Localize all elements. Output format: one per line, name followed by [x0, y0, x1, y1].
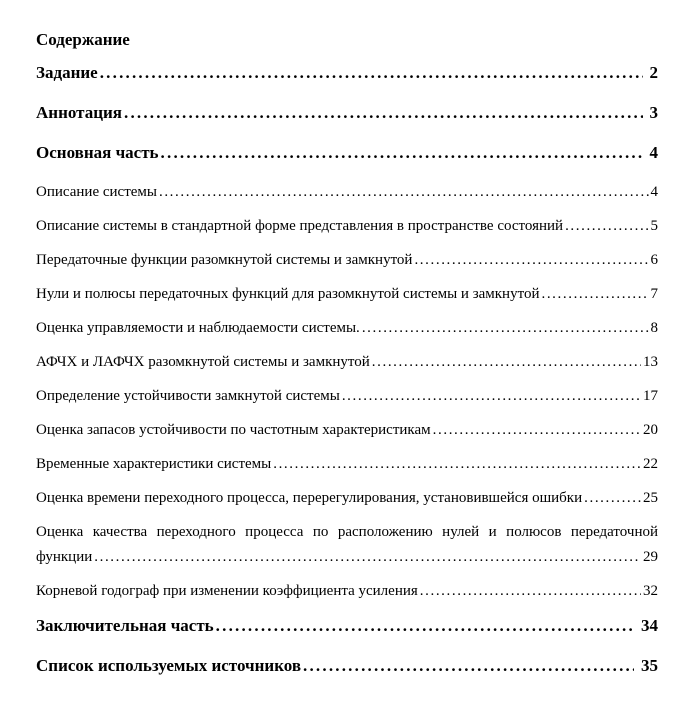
dot-leader	[372, 352, 641, 372]
toc-entry-label: Оценка запасов устойчивости по частотным характеристикам	[36, 422, 431, 438]
toc-entry-label: Описание системы в стандартной форме представления в пространстве состояний	[36, 218, 564, 234]
toc-entry-label: Задание	[36, 63, 98, 82]
dot-leader	[414, 250, 648, 270]
dot-leader	[565, 216, 648, 236]
toc-entry-page-number: 17	[643, 388, 658, 404]
toc-entry-page-number: 4	[649, 143, 658, 162]
toc-entry-label: Оценка времени переходного процесса, перерегулирования, установившейся ошибки	[36, 490, 583, 506]
toc-entry-page-number: 25	[643, 490, 658, 506]
toc-entry	[36, 182, 658, 202]
toc-entry	[36, 142, 658, 164]
dot-leader	[273, 454, 641, 474]
toc-entry-page-number: 8	[650, 320, 658, 336]
dot-leader	[541, 284, 648, 304]
toc-entry-label-continuation: функции	[36, 549, 93, 565]
toc-title: Содержание	[36, 30, 130, 49]
toc-entry-page-number: 5	[650, 218, 658, 234]
toc-entry-label: Аннотация	[36, 103, 122, 122]
toc-entry	[36, 318, 658, 338]
dot-leader	[303, 655, 634, 677]
toc-entry-page-number: 3	[649, 103, 658, 122]
toc-list	[36, 62, 658, 677]
dot-leader	[362, 318, 649, 338]
toc-entry-label: Заключительная часть	[36, 616, 214, 635]
dot-leader	[161, 142, 643, 164]
toc-entry-page-number: 20	[643, 422, 658, 438]
toc-entry-page-number: 32	[643, 583, 658, 599]
toc-entry-page-number: 7	[650, 286, 658, 302]
toc-entry-label: Определение устойчивости замкнутой системы	[36, 388, 340, 404]
toc-entry-label: Список используемых источников	[36, 656, 302, 675]
dot-leader	[94, 547, 641, 567]
toc-entry-page-number: 29	[643, 549, 658, 565]
toc-entry	[36, 62, 658, 84]
toc-entry-label: Основная часть	[36, 143, 159, 162]
toc-entry	[36, 386, 658, 406]
toc-entry-label: Оценка качества переходного процесса по расположению нулей и полюсов передаточной	[36, 524, 658, 540]
toc-entry	[36, 352, 658, 372]
dot-leader	[342, 386, 641, 406]
toc-entry-label: Нули и полюсы передаточных функций для разомкнутой системы и замкнутой	[36, 286, 540, 302]
toc-entry-label: Временные характеристики системы	[36, 456, 272, 472]
toc-entry-continuation-line	[36, 547, 658, 567]
toc-entry-label: Корневой годограф при изменении коэффициента усиления	[36, 583, 418, 599]
toc-entry	[36, 454, 658, 474]
toc-entry-page-number: 13	[643, 354, 658, 370]
toc-entry-page-number: 2	[649, 63, 658, 82]
toc-entry	[36, 615, 658, 637]
dot-leader	[433, 420, 641, 440]
dot-leader	[584, 488, 641, 508]
toc-entry-label: Оценка управляемости и наблюдаемости системы.	[36, 320, 360, 336]
toc-entry	[36, 655, 658, 677]
toc-entry-page-number: 34	[641, 616, 658, 635]
toc-entry-page-number: 22	[643, 456, 658, 472]
toc-entry-label: АФЧХ и ЛАФЧХ разомкнутой системы и замкнутой	[36, 354, 370, 370]
dot-leader	[216, 615, 634, 637]
dot-leader	[159, 182, 649, 202]
dot-leader	[420, 581, 641, 601]
toc-entry-page-number: 35	[641, 656, 658, 675]
toc-entry	[36, 488, 658, 508]
toc-entry	[36, 420, 658, 440]
toc-entry-label: Передаточные функции разомкнутой системы и замкнутой	[36, 252, 413, 268]
toc-entry	[36, 581, 658, 601]
toc-entry	[36, 250, 658, 270]
dot-leader	[100, 62, 643, 84]
toc-entry	[36, 284, 658, 304]
toc-entry-page-number: 6	[650, 252, 658, 268]
toc-entry	[36, 102, 658, 124]
toc-entry-page-number: 4	[650, 184, 658, 200]
toc-entry-label: Описание системы	[36, 184, 157, 200]
toc-entry	[36, 216, 658, 236]
dot-leader	[124, 102, 643, 124]
toc-entry	[36, 522, 658, 567]
